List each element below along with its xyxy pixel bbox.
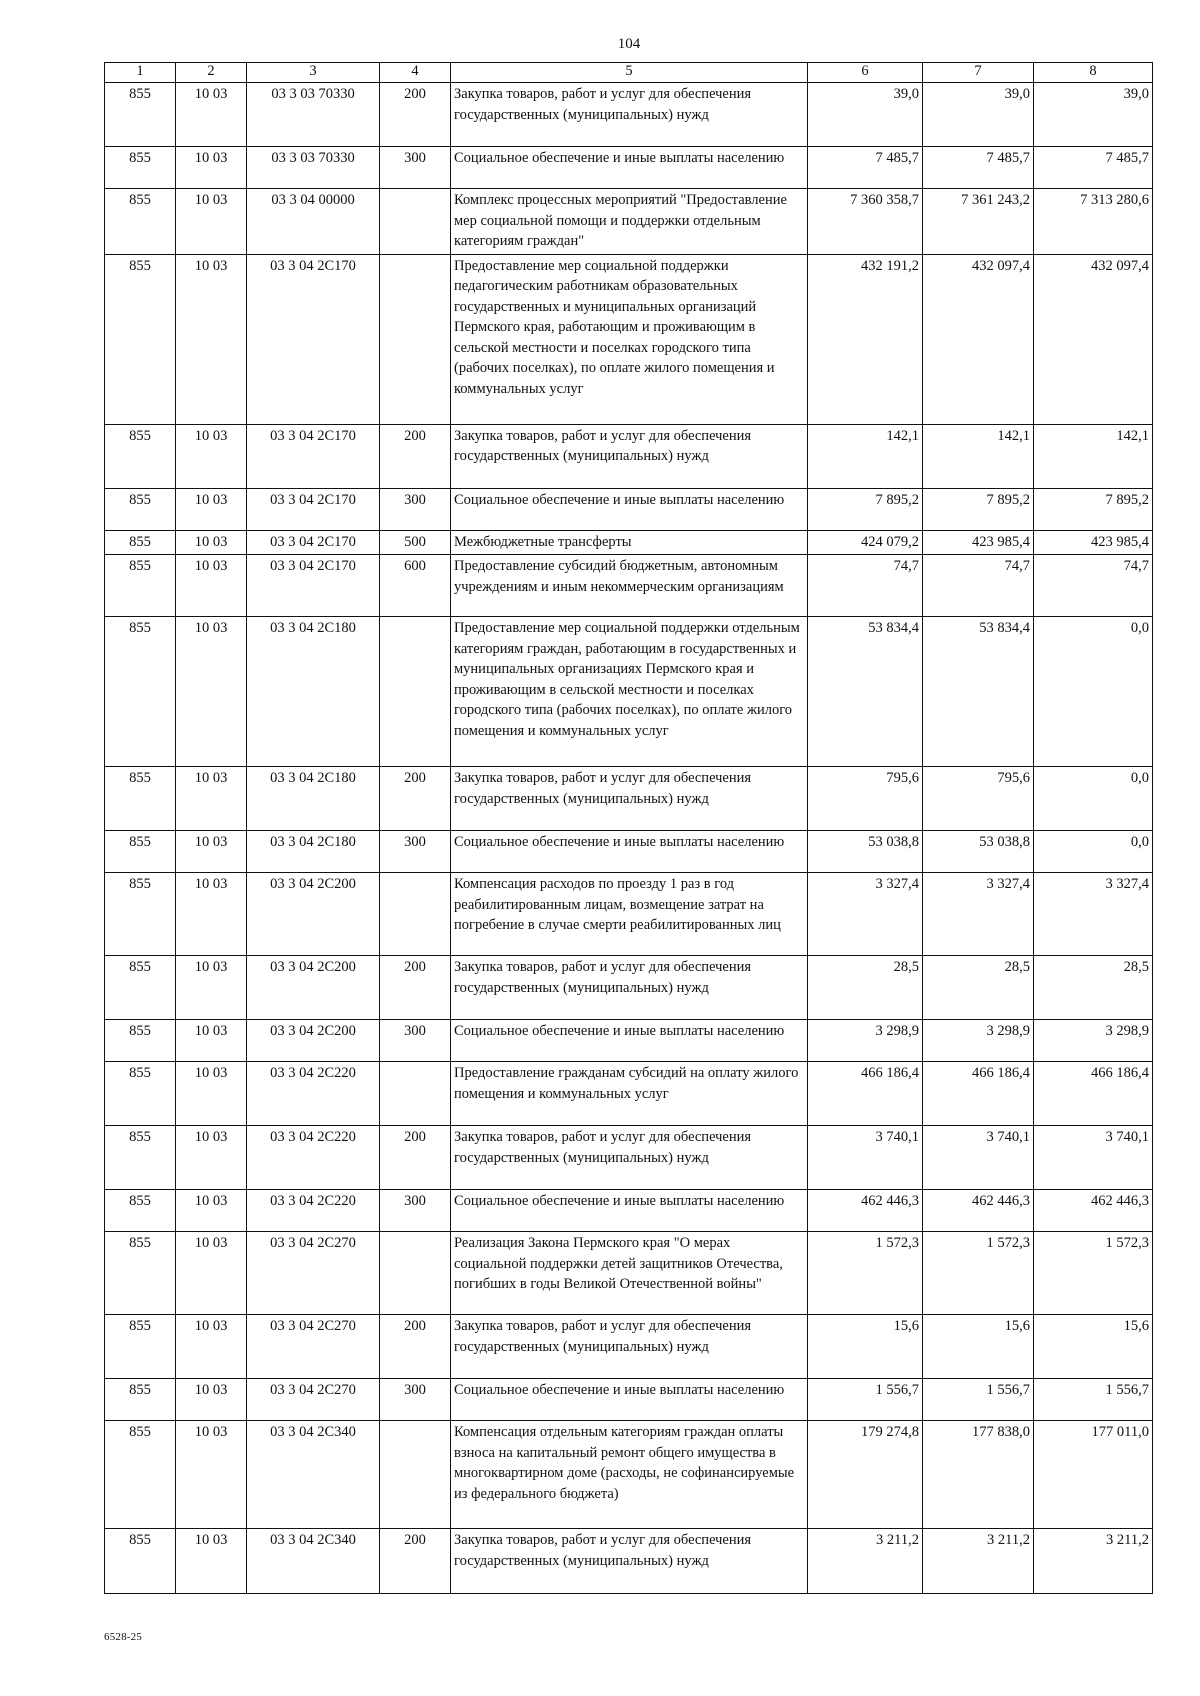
expense-type-cell	[380, 189, 451, 255]
target-article-cell: 03 3 04 2С220	[247, 1190, 380, 1232]
amount-year-1-cell: 424 079,2	[808, 530, 923, 555]
amount-year-2-cell: 3 327,4	[923, 873, 1034, 956]
expense-type-cell: 200	[380, 1315, 451, 1379]
amount-year-1-cell: 795,6	[808, 767, 923, 831]
target-article-cell: 03 3 04 2С220	[247, 1062, 380, 1126]
target-article-cell: 03 3 04 2С200	[247, 873, 380, 956]
amount-year-1-cell: 3 298,9	[808, 1020, 923, 1062]
amount-year-1-cell: 432 191,2	[808, 254, 923, 424]
column-header: 6	[808, 63, 923, 83]
budget-table	[104, 62, 1153, 1594]
amount-year-3-cell: 177 011,0	[1034, 1421, 1153, 1529]
target-article-cell: 03 3 04 2С270	[247, 1232, 380, 1315]
expense-type-cell: 200	[380, 424, 451, 488]
target-article-cell: 03 3 04 2С180	[247, 767, 380, 831]
section-code-cell: 10 03	[176, 617, 247, 767]
table-row	[105, 831, 1153, 873]
table-row	[105, 1529, 1153, 1594]
section-code-cell: 10 03	[176, 956, 247, 1020]
section-code-cell: 10 03	[176, 1421, 247, 1529]
amount-year-2-cell: 1 572,3	[923, 1232, 1034, 1315]
target-article-cell: 03 3 04 2С180	[247, 617, 380, 767]
amount-year-1-cell: 1 572,3	[808, 1232, 923, 1315]
expense-type-cell: 600	[380, 555, 451, 617]
amount-year-2-cell: 15,6	[923, 1315, 1034, 1379]
amount-year-2-cell: 28,5	[923, 956, 1034, 1020]
target-article-cell: 03 3 04 2С270	[247, 1315, 380, 1379]
table-row	[105, 1232, 1153, 1315]
description-cell: Закупка товаров, работ и услуг для обеспечения государственных (муниципальных) нужд	[451, 83, 808, 147]
department-code-cell: 855	[105, 530, 176, 555]
amount-year-2-cell: 3 298,9	[923, 1020, 1034, 1062]
section-code-cell: 10 03	[176, 873, 247, 956]
section-code-cell: 10 03	[176, 1126, 247, 1190]
description-cell: Предоставление субсидий бюджетным, автономным учреждениям и иным некоммерческим организациям	[451, 555, 808, 617]
expense-type-cell: 500	[380, 530, 451, 555]
column-header: 3	[247, 63, 380, 83]
amount-year-3-cell: 423 985,4	[1034, 530, 1153, 555]
amount-year-3-cell: 7 485,7	[1034, 147, 1153, 189]
amount-year-1-cell: 1 556,7	[808, 1379, 923, 1421]
table-row	[105, 555, 1153, 617]
column-header: 7	[923, 63, 1034, 83]
expense-type-cell	[380, 254, 451, 424]
target-article-cell: 03 3 04 00000	[247, 189, 380, 255]
description-cell: Компенсация отдельным категориям граждан оплаты взноса на капитальный ремонт общего имущества в многоквартирном доме (расходы, не софинансируемые из федерального бюджета)	[451, 1421, 808, 1529]
section-code-cell: 10 03	[176, 1379, 247, 1421]
department-code-cell: 855	[105, 254, 176, 424]
amount-year-1-cell: 3 740,1	[808, 1126, 923, 1190]
table-row	[105, 147, 1153, 189]
table-row	[105, 1062, 1153, 1126]
department-code-cell: 855	[105, 1020, 176, 1062]
target-article-cell: 03 3 04 2С170	[247, 424, 380, 488]
amount-year-2-cell: 432 097,4	[923, 254, 1034, 424]
amount-year-3-cell: 3 740,1	[1034, 1126, 1153, 1190]
page-number: 104	[617, 36, 641, 52]
department-code-cell: 855	[105, 617, 176, 767]
expense-type-cell: 300	[380, 1379, 451, 1421]
table-body	[105, 83, 1153, 1594]
description-cell: Предоставление гражданам субсидий на оплату жилого помещения и коммунальных услуг	[451, 1062, 808, 1126]
amount-year-3-cell: 7 313 280,6	[1034, 189, 1153, 255]
section-code-cell: 10 03	[176, 1529, 247, 1594]
amount-year-1-cell: 7 360 358,7	[808, 189, 923, 255]
amount-year-2-cell: 39,0	[923, 83, 1034, 147]
amount-year-2-cell: 462 446,3	[923, 1190, 1034, 1232]
section-code-cell: 10 03	[176, 189, 247, 255]
column-header: 4	[380, 63, 451, 83]
department-code-cell: 855	[105, 956, 176, 1020]
table-row	[105, 956, 1153, 1020]
expense-type-cell: 300	[380, 1020, 451, 1062]
amount-year-2-cell: 466 186,4	[923, 1062, 1034, 1126]
description-cell: Закупка товаров, работ и услуг для обеспечения государственных (муниципальных) нужд	[451, 1529, 808, 1594]
amount-year-3-cell: 1 572,3	[1034, 1232, 1153, 1315]
department-code-cell: 855	[105, 873, 176, 956]
department-code-cell: 855	[105, 1379, 176, 1421]
expense-type-cell: 300	[380, 1190, 451, 1232]
amount-year-2-cell: 7 485,7	[923, 147, 1034, 189]
expense-type-cell: 200	[380, 956, 451, 1020]
department-code-cell: 855	[105, 831, 176, 873]
amount-year-2-cell: 142,1	[923, 424, 1034, 488]
target-article-cell: 03 3 04 2С170	[247, 530, 380, 555]
target-article-cell: 03 3 04 2С170	[247, 254, 380, 424]
amount-year-3-cell: 0,0	[1034, 831, 1153, 873]
amount-year-2-cell: 3 211,2	[923, 1529, 1034, 1594]
department-code-cell: 855	[105, 1315, 176, 1379]
column-number-row	[105, 63, 1153, 83]
amount-year-3-cell: 0,0	[1034, 617, 1153, 767]
amount-year-3-cell: 3 298,9	[1034, 1020, 1153, 1062]
expense-type-cell: 200	[380, 1126, 451, 1190]
amount-year-3-cell: 3 327,4	[1034, 873, 1153, 956]
amount-year-1-cell: 466 186,4	[808, 1062, 923, 1126]
table-row	[105, 488, 1153, 530]
department-code-cell: 855	[105, 83, 176, 147]
amount-year-1-cell: 53 834,4	[808, 617, 923, 767]
description-cell: Социальное обеспечение и иные выплаты населению	[451, 1020, 808, 1062]
table-row	[105, 767, 1153, 831]
amount-year-3-cell: 7 895,2	[1034, 488, 1153, 530]
department-code-cell: 855	[105, 1529, 176, 1594]
table-row	[105, 530, 1153, 555]
amount-year-1-cell: 462 446,3	[808, 1190, 923, 1232]
amount-year-1-cell: 39,0	[808, 83, 923, 147]
target-article-cell: 03 3 03 70330	[247, 147, 380, 189]
table-row	[105, 83, 1153, 147]
amount-year-1-cell: 7 895,2	[808, 488, 923, 530]
expense-type-cell: 300	[380, 488, 451, 530]
table-row	[105, 617, 1153, 767]
amount-year-3-cell: 466 186,4	[1034, 1062, 1153, 1126]
amount-year-3-cell: 28,5	[1034, 956, 1153, 1020]
target-article-cell: 03 3 04 2С200	[247, 956, 380, 1020]
description-cell: Закупка товаров, работ и услуг для обеспечения государственных (муниципальных) нужд	[451, 1126, 808, 1190]
column-header: 5	[451, 63, 808, 83]
description-cell: Социальное обеспечение и иные выплаты населению	[451, 147, 808, 189]
target-article-cell: 03 3 04 2С340	[247, 1421, 380, 1529]
section-code-cell: 10 03	[176, 555, 247, 617]
amount-year-3-cell: 0,0	[1034, 767, 1153, 831]
amount-year-3-cell: 39,0	[1034, 83, 1153, 147]
description-cell: Социальное обеспечение и иные выплаты населению	[451, 1190, 808, 1232]
target-article-cell: 03 3 04 2С200	[247, 1020, 380, 1062]
document-id: 6528-25	[104, 1631, 143, 1643]
department-code-cell: 855	[105, 189, 176, 255]
department-code-cell: 855	[105, 767, 176, 831]
amount-year-2-cell: 7 361 243,2	[923, 189, 1034, 255]
amount-year-3-cell: 432 097,4	[1034, 254, 1153, 424]
amount-year-2-cell: 53 038,8	[923, 831, 1034, 873]
amount-year-1-cell: 28,5	[808, 956, 923, 1020]
expense-type-cell: 200	[380, 1529, 451, 1594]
table-row	[105, 424, 1153, 488]
amount-year-1-cell: 7 485,7	[808, 147, 923, 189]
amount-year-1-cell: 74,7	[808, 555, 923, 617]
amount-year-2-cell: 423 985,4	[923, 530, 1034, 555]
target-article-cell: 03 3 04 2С180	[247, 831, 380, 873]
table-header	[105, 63, 1153, 83]
column-header: 8	[1034, 63, 1153, 83]
description-cell: Комплекс процессных мероприятий "Предоставление мер социальной помощи и поддержки отдельным категориям граждан"	[451, 189, 808, 255]
amount-year-2-cell: 7 895,2	[923, 488, 1034, 530]
description-cell: Реализация Закона Пермского края "О мерах социальной поддержки детей защитников Отечества, погибших в годы Великой Отечественной войны"	[451, 1232, 808, 1315]
amount-year-2-cell: 795,6	[923, 767, 1034, 831]
target-article-cell: 03 3 04 2С270	[247, 1379, 380, 1421]
department-code-cell: 855	[105, 147, 176, 189]
department-code-cell: 855	[105, 1126, 176, 1190]
table-row	[105, 189, 1153, 255]
department-code-cell: 855	[105, 488, 176, 530]
expense-type-cell	[380, 1232, 451, 1315]
amount-year-3-cell: 462 446,3	[1034, 1190, 1153, 1232]
amount-year-2-cell: 74,7	[923, 555, 1034, 617]
column-header: 1	[105, 63, 176, 83]
department-code-cell: 855	[105, 1062, 176, 1126]
department-code-cell: 855	[105, 555, 176, 617]
amount-year-1-cell: 15,6	[808, 1315, 923, 1379]
expense-type-cell	[380, 873, 451, 956]
description-cell: Закупка товаров, работ и услуг для обеспечения государственных (муниципальных) нужд	[451, 424, 808, 488]
amount-year-3-cell: 142,1	[1034, 424, 1153, 488]
amount-year-2-cell: 1 556,7	[923, 1379, 1034, 1421]
table-row	[105, 254, 1153, 424]
expense-type-cell: 300	[380, 147, 451, 189]
section-code-cell: 10 03	[176, 424, 247, 488]
table-row	[105, 873, 1153, 956]
amount-year-3-cell: 15,6	[1034, 1315, 1153, 1379]
description-cell: Социальное обеспечение и иные выплаты населению	[451, 1379, 808, 1421]
table-row	[105, 1020, 1153, 1062]
description-cell: Предоставление мер социальной поддержки педагогическим работникам образовательных государственных и муниципальных организаций Пермского края, работающим и проживающим в сельской местности и поселках городского типа (рабочих поселках), по оплате жилого помещения и коммунальных услуг	[451, 254, 808, 424]
expense-type-cell: 200	[380, 83, 451, 147]
description-cell: Закупка товаров, работ и услуг для обеспечения государственных (муниципальных) нужд	[451, 767, 808, 831]
target-article-cell: 03 3 04 2С220	[247, 1126, 380, 1190]
section-code-cell: 10 03	[176, 767, 247, 831]
department-code-cell: 855	[105, 1190, 176, 1232]
description-cell: Закупка товаров, работ и услуг для обеспечения государственных (муниципальных) нужд	[451, 956, 808, 1020]
section-code-cell: 10 03	[176, 831, 247, 873]
expense-type-cell: 200	[380, 767, 451, 831]
section-code-cell: 10 03	[176, 83, 247, 147]
amount-year-2-cell: 177 838,0	[923, 1421, 1034, 1529]
section-code-cell: 10 03	[176, 1315, 247, 1379]
amount-year-2-cell: 53 834,4	[923, 617, 1034, 767]
table-row	[105, 1126, 1153, 1190]
section-code-cell: 10 03	[176, 1020, 247, 1062]
description-cell: Межбюджетные трансферты	[451, 530, 808, 555]
expense-type-cell	[380, 1421, 451, 1529]
department-code-cell: 855	[105, 1232, 176, 1315]
expense-type-cell	[380, 1062, 451, 1126]
amount-year-3-cell: 1 556,7	[1034, 1379, 1153, 1421]
department-code-cell: 855	[105, 424, 176, 488]
section-code-cell: 10 03	[176, 488, 247, 530]
description-cell: Закупка товаров, работ и услуг для обеспечения государственных (муниципальных) нужд	[451, 1315, 808, 1379]
amount-year-1-cell: 142,1	[808, 424, 923, 488]
target-article-cell: 03 3 04 2С340	[247, 1529, 380, 1594]
amount-year-2-cell: 3 740,1	[923, 1126, 1034, 1190]
amount-year-1-cell: 53 038,8	[808, 831, 923, 873]
table-row	[105, 1421, 1153, 1529]
amount-year-3-cell: 3 211,2	[1034, 1529, 1153, 1594]
description-cell: Социальное обеспечение и иные выплаты населению	[451, 831, 808, 873]
section-code-cell: 10 03	[176, 530, 247, 555]
section-code-cell: 10 03	[176, 1190, 247, 1232]
section-code-cell: 10 03	[176, 1062, 247, 1126]
target-article-cell: 03 3 04 2С170	[247, 555, 380, 617]
section-code-cell: 10 03	[176, 254, 247, 424]
table-row	[105, 1379, 1153, 1421]
target-article-cell: 03 3 04 2С170	[247, 488, 380, 530]
amount-year-3-cell: 74,7	[1034, 555, 1153, 617]
table-row	[105, 1315, 1153, 1379]
expense-type-cell: 300	[380, 831, 451, 873]
description-cell: Социальное обеспечение и иные выплаты населению	[451, 488, 808, 530]
section-code-cell: 10 03	[176, 1232, 247, 1315]
description-cell: Компенсация расходов по проезду 1 раз в год реабилитированным лицам, возмещение затрат на погребение в случае смерти реабилитированных лиц	[451, 873, 808, 956]
description-cell: Предоставление мер социальной поддержки отдельным категориям граждан, работающим в государственных и муниципальных организациях Пермского края и проживающим в сельской местности и поселках городского типа (рабочих поселках), по оплате жилого помещения и коммунальных услуг	[451, 617, 808, 767]
target-article-cell: 03 3 03 70330	[247, 83, 380, 147]
table-row	[105, 1190, 1153, 1232]
column-header: 2	[176, 63, 247, 83]
amount-year-1-cell: 3 211,2	[808, 1529, 923, 1594]
department-code-cell: 855	[105, 1421, 176, 1529]
expense-type-cell	[380, 617, 451, 767]
section-code-cell: 10 03	[176, 147, 247, 189]
amount-year-1-cell: 3 327,4	[808, 873, 923, 956]
amount-year-1-cell: 179 274,8	[808, 1421, 923, 1529]
